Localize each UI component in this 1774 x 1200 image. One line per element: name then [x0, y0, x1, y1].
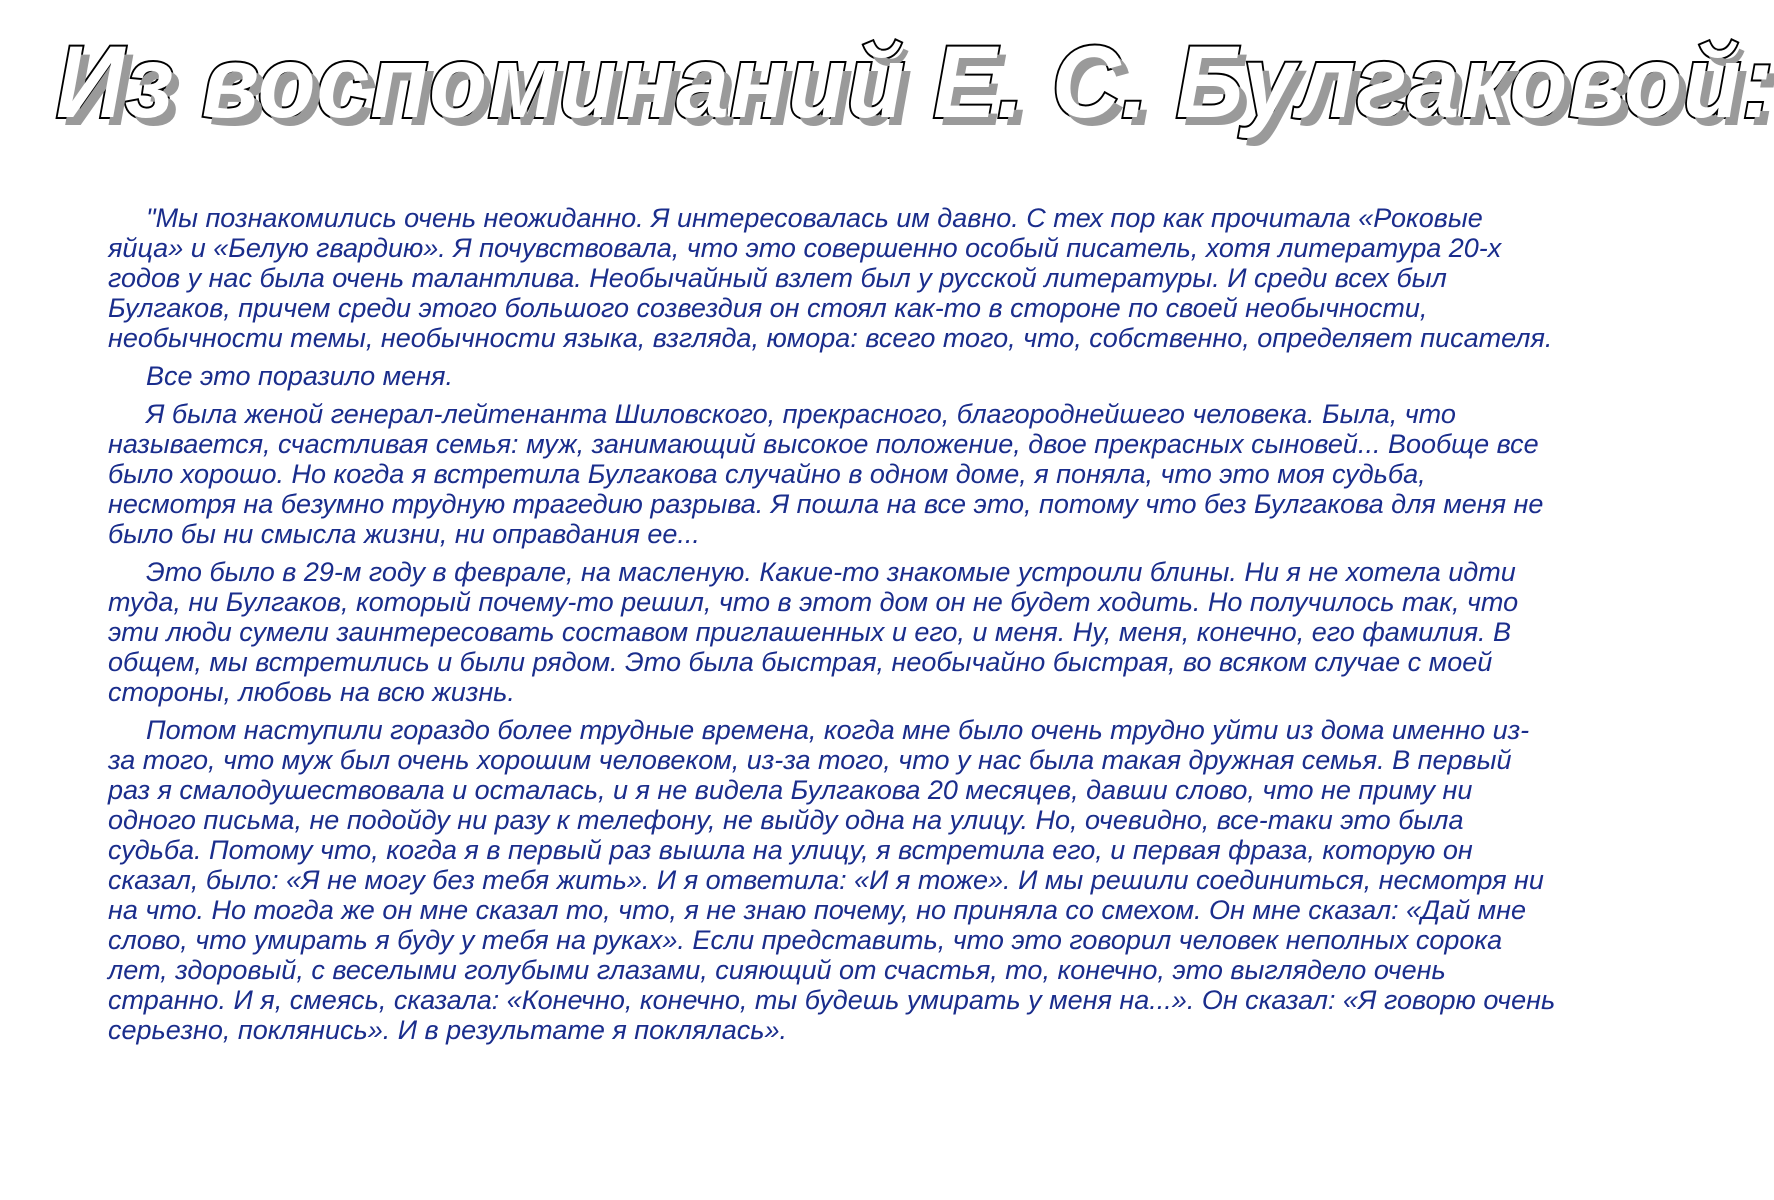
slide-title: Из воспоминаний Е. С. Булгаковой:	[56, 25, 1774, 139]
quote-paragraph-5: Потом наступили гораздо более трудные времена, когда мне было очень трудно уйти из дома именно из-за того, что муж был очень хорошим человеком, из-за того, что у нас была такая дружная семья. В первый раз я смалодушествовала и осталась, и я не видела Булгакова 20 месяцев, давши слово, что не приму ни одного письма, не подойду ни разу к телефону, не выйду одна на улицу. Но, очевидно, все-таки это была судьба. Потому что, когда я в первый раз вышла на улицу, я встретила его, и первая фраза, которую он сказал, было: «Я не могу без тебя жить». И я ответила: «И я тоже». И мы решили соединиться, несмотря ни на что. Но тогда же он мне сказал то, что, я не знаю почему, но приняла со смехом. Он мне сказал: «Дай мне слово, что умирать я буду у тебя на руках». Если представить, что это говорил человек неполных сорока лет, здоровый, с веселыми голубыми глазами, сияющий от счастья, то, конечно, это выглядело очень странно. И я, смеясь, сказала: «Конечно, конечно, ты будешь умирать у меня на...». Он сказал: «Я говорю очень серьезно, поклянись». И в результате я поклялась».	[108, 715, 1556, 1045]
quote-paragraph-2: Все это поразило меня.	[146, 361, 453, 391]
quote-paragraph-3: Я была женой генерал-лейтенанта Шиловского, прекрасного, благороднейшего человека. Была, что называется, счастливая семья: муж, занимающий высокое положение, двое прекрасных сыновей... Вообще все было хорошо. Но когда я встретила Булгакова случайно в одном доме, я поняла, что это моя судьба, несмотря на безумно трудную трагедию разрыва. Я пошла на все это, потому что без Булгакова для меня не было бы ни смысла жизни, ни оправдания ее...	[108, 399, 1544, 549]
memoir-quote	[108, 203, 1556, 1053]
quote-paragraph-4: Это было в 29-м году в феврале, на масленую. Какие-то знакомые устроили блины. Ни я не хотела идти туда, ни Булгаков, который почему-то решил, что в этот дом он не будет ходить. Но получилось так, что эти люди сумели заинтересовать составом приглашенных и его, и меня. Ну, меня, конечно, его фамилия. В общем, мы встретились и были рядом. Это была быстрая, необычайно быстрая, во всяком случае с моей стороны, любовь на всю жизнь.	[108, 557, 1519, 707]
quote-paragraph-1: "Мы познакомились очень неожиданно. Я интересовалась им давно. С тех пор как прочитала «Роковые яйца» и «Белую гвардию». Я почувствовала, что это совершенно особый писатель, хотя литература 20-х годов у нас была очень талантлива. Необычайный взлет был у русской литературы. И среди всех был Булгаков, причем среди этого большого созвездия он стоял как-то в стороне по своей необычности, необычности темы, необычности языка, взгляда, юмора: всего того, что, собственно, определяет писателя.	[108, 203, 1553, 353]
